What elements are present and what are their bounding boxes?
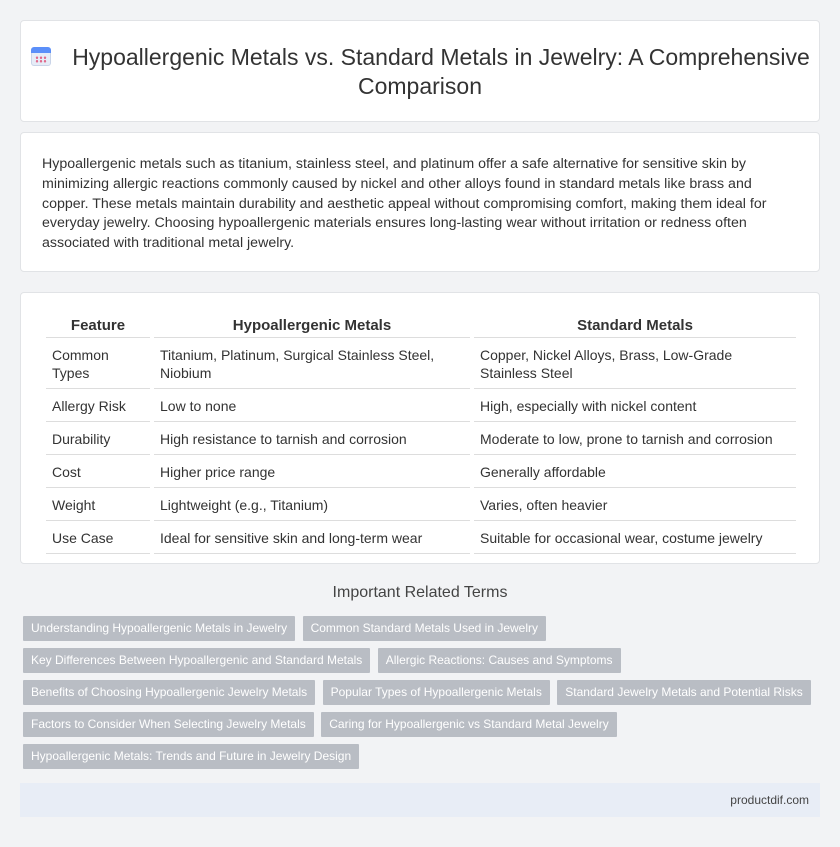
table-cell: Common Types (46, 338, 150, 389)
table-cell: Varies, often heavier (474, 488, 796, 521)
related-terms-list (23, 616, 823, 776)
comparison-table-card (20, 292, 820, 564)
table-cell: Generally affordable (474, 455, 796, 488)
table-row (46, 422, 796, 455)
related-term-tag[interactable]: Key Differences Between Hypoallergenic and Standard Metals (23, 648, 370, 673)
table-row (46, 338, 796, 389)
related-term-tag[interactable]: Allergic Reactions: Causes and Symptoms (378, 648, 621, 673)
table-header-row (46, 317, 796, 338)
table-cell: Allergy Risk (46, 389, 150, 422)
header-standard: Standard Metals (474, 317, 796, 338)
intro-card (20, 132, 820, 272)
table-row (46, 389, 796, 422)
related-term-tag[interactable]: Standard Jewelry Metals and Potential Risks (557, 680, 810, 705)
footer-site-link[interactable]: productdif.com (730, 793, 809, 807)
table-cell: Higher price range (154, 455, 470, 488)
header-hypoallergenic: Hypoallergenic Metals (154, 317, 470, 338)
title-card (20, 20, 820, 122)
table-row (46, 521, 796, 554)
calendar-icon (30, 45, 52, 67)
table-cell: Ideal for sensitive skin and long-term wear (154, 521, 470, 554)
table-cell: Weight (46, 488, 150, 521)
header-feature: Feature (46, 317, 150, 338)
table-cell: High, especially with nickel content (474, 389, 796, 422)
table-row (46, 455, 796, 488)
table-cell: Cost (46, 455, 150, 488)
table-cell: Titanium, Platinum, Surgical Stainless Steel, Niobium (154, 338, 470, 389)
table-cell: Copper, Nickel Alloys, Brass, Low-Grade Stainless Steel (474, 338, 796, 389)
page-title (21, 43, 819, 101)
related-term-tag[interactable]: Factors to Consider When Selecting Jewelry Metals (23, 712, 314, 737)
related-term-tag[interactable]: Caring for Hypoallergenic vs Standard Metal Jewelry (321, 712, 616, 737)
related-term-tag[interactable]: Benefits of Choosing Hypoallergenic Jewelry Metals (23, 680, 315, 705)
related-term-tag[interactable]: Understanding Hypoallergenic Metals in Jewelry (23, 616, 295, 641)
related-terms-heading: Important Related Terms (332, 584, 508, 601)
table-cell: Lightweight (e.g., Titanium) (154, 488, 470, 521)
page-title-text: Hypoallergenic Metals vs. Standard Metals in Jewelry: A Comprehensive Comparison (72, 44, 810, 99)
intro-paragraph: Hypoallergenic metals such as titanium, stainless steel, and platinum offer a safe alternative for sensitive skin by minimizing allergic reactions commonly caused by nickel and other alloys found in standard metals like brass and copper. These metals maintain durability and aesthetic appeal without compromising comfort, making them ideal for everyday jewelry. Choosing hypoallergenic materials ensures long-lasting wear without irritation or redness often associated with traditional metal jewelry. (42, 156, 767, 252)
comparison-table (42, 317, 800, 554)
related-term-tag[interactable]: Popular Types of Hypoallergenic Metals (323, 680, 550, 705)
table-row (46, 488, 796, 521)
table-cell: Low to none (154, 389, 470, 422)
footer (20, 783, 820, 817)
table-cell: High resistance to tarnish and corrosion (154, 422, 470, 455)
related-term-tag[interactable]: Common Standard Metals Used in Jewelry (303, 616, 546, 641)
related-term-tag[interactable]: Hypoallergenic Metals: Trends and Future in Jewelry Design (23, 744, 359, 769)
table-cell: Use Case (46, 521, 150, 554)
table-cell: Durability (46, 422, 150, 455)
table-cell: Moderate to low, prone to tarnish and corrosion (474, 422, 796, 455)
table-cell: Suitable for occasional wear, costume jewelry (474, 521, 796, 554)
